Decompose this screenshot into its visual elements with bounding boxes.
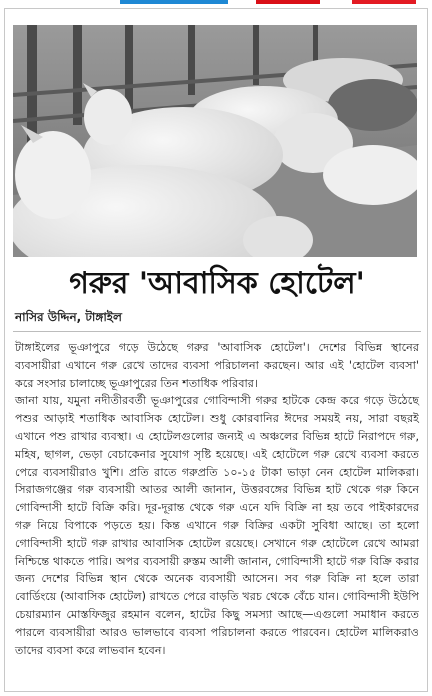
headline: গরুর 'আবাসিক হোটেল' <box>69 266 365 301</box>
byline-divider <box>13 331 421 332</box>
cattle-photo <box>13 25 417 257</box>
body-paragraph-1: টাঙ্গাইলের ভূঞাপুরে গড়ে উঠেছে গরুর 'আবাসিক হোটেল'। দেশের বিভিন্ন স্থানের ব্যবসায়ীরা এখানে গরু রেখে তাদের ব্যবসা পরিচালনা করছেন। আর এই 'হোটেল ব্যবসা' করে সংসার চালাচ্ছে ভূঞাপুরের তিন শতাধিক পরিবার। <box>15 341 419 390</box>
byline: নাসির উদ্দিন, টাঙ্গাইল <box>15 310 122 324</box>
top-bar-red-segment-2 <box>352 0 416 4</box>
news-article-clipping <box>4 8 428 692</box>
article-body <box>15 339 419 659</box>
white-cattle-in-shed-photo <box>13 25 417 257</box>
top-color-bar <box>0 0 432 6</box>
body-paragraph-2: জানা যায়, যমুনা নদীতীরবর্তী ভূঞাপুরের গোবিন্দাসী গরুর হাটকে কেন্দ্র করে গড়ে উঠেছে পশুর আড়াই শতাধিক আবাসিক হোটেল। শুধু কোরবানির ঈদের সময়ই নয়, সারা বছরই এখানে পশু রাখার ব্যবস্থা। এ হোটেলগুলোর জন্যই এ অঞ্চলের বিভিন্ন হাটে নিরাপদে গরু, মহিষ, ছাগল, ভেড়া বেচাকেনার সুযোগ সৃষ্টি হয়েছে। এই হোটেলে গরু রেখে ব্যবসা করতে পেরে ব্যবসায়ীরাও খুশি। প্রতি রাতে গরুপ্রতি ১০-১৫ টাকা ভাড়া নেন হোটেল মালিকরা। সিরাজগঞ্জের গরু ব্যবসায়ী আতর আলী জানান, উত্তরবঙ্গের বিভিন্ন হাট থেকে গরু কিনে গোবিন্দাসী হাটে বিক্রি করি। দূর-দূরান্ত থেকে গরু এনে যদি বিক্রি না হয় তবে পাইকারদের গরু নিয়ে বিপাকে পড়তে হয়। কিন্ত এখানে গরু বিক্রির একটা সুবিধা আছে। তা হলো গোবিন্দাসী হাটে গরু রাখার আবাসিক হোটেল রয়েছে। সেখানে গরু হোটেলে রেখে আমরা নিশ্চিন্তে থাকতে পারি। অপর ব্যবসায়ী রুস্তম আলী জানান, গোবিন্দাসী হাটে গরু বিক্রি করার জন্য দেশের বিভিন্ন স্থান থেকে অনেক ব্যবসায়ী আসেন। সব গরু বিক্রি না হলে তারা বোর্ডিংয়ে (আবাসিক হোটেল) রাখতে পেরে বাড়তি খরচ থেকে বেঁচে যান। গোবিন্দাসী ইউপি চেয়ারম্যান মোস্তফিজুর রহমান বলেন, হাটের কিছু সমস্যা আছে—এগুলো সমাধান করতে পারলে ব্যবসায়ীরা আরও ভালভাবে ব্যবসা পরিচালনা করতে পারবেন। হোটেল মালিকরাও তাদের ব্যবসা করে লাভবান হবেন। <box>15 394 419 657</box>
top-bar-red-segment <box>256 0 320 4</box>
top-bar-blue-segment <box>120 0 228 4</box>
